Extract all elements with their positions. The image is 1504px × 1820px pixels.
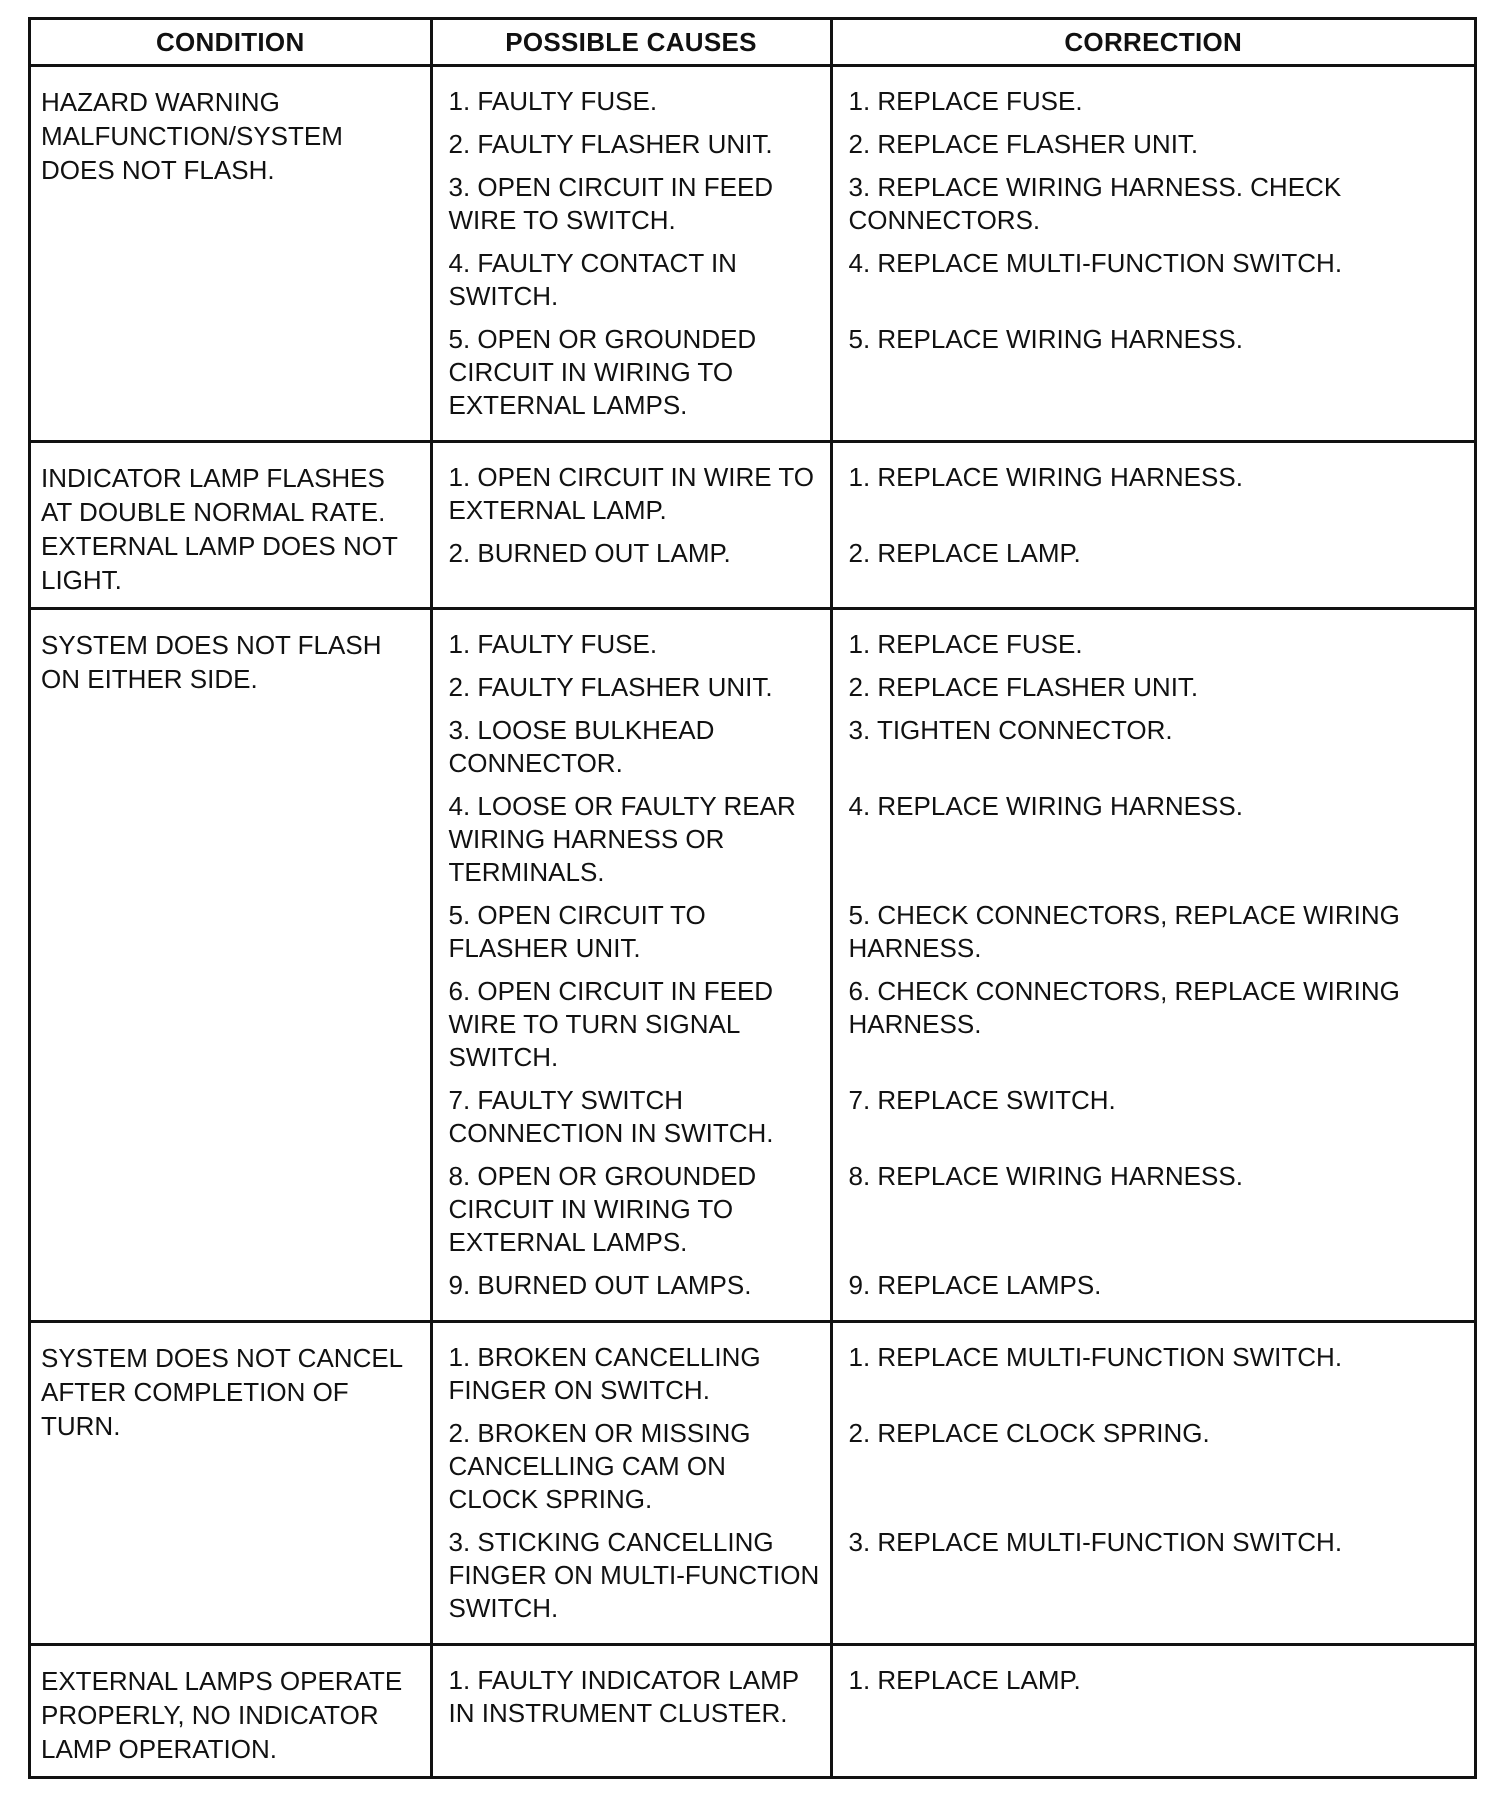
causes-list (433, 443, 830, 588)
correction-item: 2. REPLACE CLOCK SPRING. (848, 1418, 1210, 1448)
condition-text: INDICATOR LAMP FLASHES AT DOUBLE NORMAL RATE. EXTERNAL LAMP DOES NOT LIGHT. (41, 463, 398, 595)
cause-item: 1. FAULTY FUSE. (448, 86, 658, 116)
table-row (31, 1322, 1474, 1645)
correction-item: 6. CHECK CONNECTORS, REPLACE WIRING HARNESS. (848, 976, 1400, 1039)
condition-cell (31, 66, 431, 442)
correction-cell (831, 1645, 1474, 1777)
correction-item: 5. CHECK CONNECTORS, REPLACE WIRING HARNESS. (848, 900, 1400, 963)
correction-item: 4. REPLACE WIRING HARNESS. (848, 791, 1243, 821)
correction-item: 2. REPLACE FLASHER UNIT. (848, 672, 1199, 702)
causes-cell (431, 1645, 831, 1777)
correction-item: 1. REPLACE FUSE. (848, 629, 1083, 659)
header-possible-causes: POSSIBLE CAUSES (431, 20, 831, 66)
condition-cell (31, 609, 431, 1322)
cause-item: 5. OPEN CIRCUIT TO FLASHER UNIT. (448, 900, 706, 963)
cause-item: 6. OPEN CIRCUIT IN FEED WIRE TO TURN SIGNAL SWITCH. (448, 976, 774, 1072)
correction-item: 3. REPLACE MULTI-FUNCTION SWITCH. (848, 1527, 1343, 1557)
correction-item: 4. REPLACE MULTI-FUNCTION SWITCH. (848, 248, 1343, 278)
correction-item: 9. REPLACE LAMPS. (848, 1270, 1102, 1300)
correction-list (833, 610, 1475, 1320)
correction-item: 1. REPLACE LAMP. (848, 1665, 1081, 1695)
causes-list (433, 67, 830, 440)
header-row (31, 20, 1474, 66)
correction-cell (831, 609, 1474, 1322)
cause-item: 4. FAULTY CONTACT IN SWITCH. (448, 248, 737, 311)
correction-item: 1. REPLACE MULTI-FUNCTION SWITCH. (848, 1342, 1343, 1372)
table-row (31, 1645, 1474, 1777)
cause-item: 7. FAULTY SWITCH CONNECTION IN SWITCH. (448, 1085, 774, 1148)
correction-item: 1. REPLACE FUSE. (848, 86, 1083, 116)
condition-text: SYSTEM DOES NOT CANCEL AFTER COMPLETION OF TURN. (41, 1343, 403, 1441)
cause-item: 9. BURNED OUT LAMPS. (448, 1270, 752, 1300)
condition-cell (31, 442, 431, 609)
troubleshooting-table (31, 20, 1474, 1776)
cause-item: 1. FAULTY FUSE. (448, 629, 658, 659)
causes-cell (431, 609, 831, 1322)
condition-cell (31, 1322, 431, 1645)
cause-item: 3. OPEN CIRCUIT IN FEED WIRE TO SWITCH. (448, 172, 774, 235)
cause-item: 2. BURNED OUT LAMP. (448, 538, 731, 568)
correction-list (833, 1646, 1475, 1748)
cause-item: 2. BROKEN OR MISSING CANCELLING CAM ON CLOCK SPRING. (448, 1418, 751, 1514)
correction-item: 3. TIGHTEN CONNECTOR. (848, 715, 1173, 745)
condition-text: HAZARD WARNING MALFUNCTION/SYSTEM DOES NOT FLASH. (41, 87, 343, 185)
causes-list (433, 610, 830, 1320)
correction-cell (831, 1322, 1474, 1645)
cause-item: 2. FAULTY FLASHER UNIT. (448, 672, 773, 702)
cause-item: 8. OPEN OR GROUNDED CIRCUIT IN WIRING TO EXTERNAL LAMPS. (448, 1161, 757, 1257)
cause-item: 3. LOOSE BULKHEAD CONNECTOR. (448, 715, 715, 778)
table-row (31, 609, 1474, 1322)
condition-text: SYSTEM DOES NOT FLASH ON EITHER SIDE. (41, 630, 382, 694)
causes-cell (431, 66, 831, 442)
correction-cell (831, 442, 1474, 609)
header-condition: CONDITION (31, 20, 431, 66)
cause-item: 1. OPEN CIRCUIT IN WIRE TO EXTERNAL LAMP. (448, 462, 814, 525)
correction-item: 8. REPLACE WIRING HARNESS. (848, 1161, 1243, 1191)
correction-list (833, 67, 1475, 440)
causes-list (433, 1646, 830, 1748)
table-row (31, 442, 1474, 609)
causes-cell (431, 1322, 831, 1645)
correction-item: 7. REPLACE SWITCH. (848, 1085, 1116, 1115)
cause-item: 1. BROKEN CANCELLING FINGER ON SWITCH. (448, 1342, 761, 1405)
correction-item: 5. REPLACE WIRING HARNESS. (848, 324, 1243, 354)
cause-item: 2. FAULTY FLASHER UNIT. (448, 129, 773, 159)
cause-item: 4. LOOSE OR FAULTY REAR WIRING HARNESS OR TERMINALS. (448, 791, 796, 887)
correction-item: 2. REPLACE LAMP. (848, 538, 1081, 568)
cause-item: 3. STICKING CANCELLING FINGER ON MULTI-FUNCTION SWITCH. (448, 1527, 820, 1623)
correction-list (833, 443, 1475, 588)
troubleshooting-table-frame (28, 17, 1477, 1779)
correction-list (833, 1323, 1475, 1643)
correction-item: 3. REPLACE WIRING HARNESS. CHECK CONNECTORS. (848, 172, 1342, 235)
causes-list (433, 1323, 830, 1643)
condition-text: EXTERNAL LAMPS OPERATE PROPERLY, NO INDICATOR LAMP OPERATION. (41, 1666, 403, 1764)
cause-item: 5. OPEN OR GROUNDED CIRCUIT IN WIRING TO EXTERNAL LAMPS. (448, 324, 757, 420)
header-correction: CORRECTION (831, 20, 1474, 66)
causes-cell (431, 442, 831, 609)
cause-item: 1. FAULTY INDICATOR LAMP IN INSTRUMENT CLUSTER. (448, 1665, 799, 1728)
condition-cell (31, 1645, 431, 1777)
correction-item: 2. REPLACE FLASHER UNIT. (848, 129, 1199, 159)
correction-item: 1. REPLACE WIRING HARNESS. (848, 462, 1243, 492)
correction-cell (831, 66, 1474, 442)
table-row (31, 66, 1474, 442)
